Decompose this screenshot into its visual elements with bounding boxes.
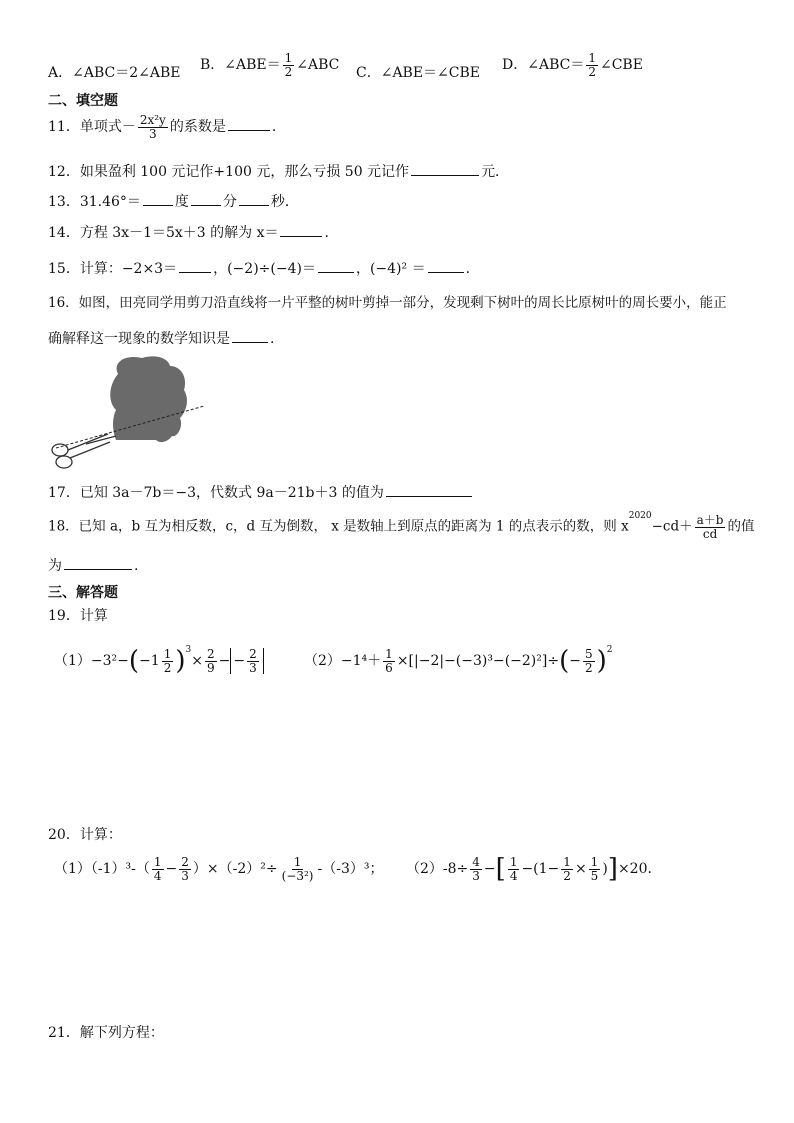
section-answer: 三、解答题 [48, 585, 118, 601]
answer-blank[interactable] [179, 260, 211, 273]
option-b: B．∠ABE＝ $\frac{1}{2}$ ∠ABC [200, 51, 340, 79]
question-14: 14．方程 3x－1＝5x＋3 的解为 x＝ . [48, 225, 329, 241]
question-20-part1: （1）（-1）³-（ $\frac{1}{4}$ − $\frac{2}{3}$ ）×（-2）²÷ $\frac{1}{\text{(−3²)}}$ -（-3）³； [54, 855, 384, 883]
question-18-line2: 为 . [48, 558, 139, 574]
answer-blank[interactable] [232, 330, 268, 343]
question-11: 11．单项式－ $\frac{\text{2x²y}}{3}$ 的系数是 . [48, 113, 277, 141]
question-17: 17．已知 3a－7b＝−3，代数式 9a－21b＋3 的值为 [48, 484, 474, 500]
question-21-title: 21．解下列方程： [48, 1025, 164, 1041]
question-19-part1: （1）−3²−(−1 $\frac{1}{2}$ )$^3$× $\frac{2}{9}$ − − $\frac{2}{3}$ [54, 648, 264, 674]
answer-blank-minute[interactable] [191, 193, 221, 206]
answer-blank[interactable] [228, 118, 270, 131]
option-d: D．∠ABC＝ $\frac{1}{2}$ ∠CBE [502, 51, 643, 79]
leaf-scissors-figure [46, 352, 206, 472]
question-12: 12．如果盈利 100 元记作+100 元，那么亏损 50 元记作 元． [48, 164, 510, 180]
question-13: 13．31.46°＝ 度 分 秒． [48, 194, 299, 210]
option-a: A．∠ABC＝2∠ABE [48, 65, 181, 81]
question-19-title: 19．计算 [48, 608, 108, 624]
question-16-line1: 16．如图，田亮同学用剪刀沿直线将一片平整的树叶剪掉一部分，发现剩下树叶的周长比原树叶的周长要小，能正 [48, 295, 727, 311]
section-fill-blank: 二、填空题 [48, 93, 118, 109]
question-18-line1: 18．已知 a，b 互为相反数，c，d 互为倒数， x 是数轴上到原点的距离为 1 的点表示的数，则 $x^{2020}-cd+$ $\frac{a+b}{cd}$ 的值 [48, 511, 755, 541]
scissors-icon [52, 434, 116, 468]
question-20-part2: （2）-8÷ $\frac{4}{3}$ −[ $\frac{1}{4}$ −(1− $\frac{1}{2}$ × $\frac{1}{5}$ )]×20． [406, 854, 662, 885]
answer-blank[interactable] [280, 224, 322, 237]
answer-blank[interactable] [318, 260, 354, 273]
question-16-line2: 确解释这一现象的数学知识是 . [48, 331, 275, 347]
answer-blank-degree[interactable] [143, 193, 173, 206]
option-c: C．∠ABE＝∠CBE [356, 65, 481, 81]
question-20-title: 20．计算： [48, 827, 122, 843]
answer-blank[interactable] [428, 260, 464, 273]
answer-blank-second[interactable] [239, 193, 269, 206]
leaf-shape [110, 356, 187, 442]
answer-blank[interactable] [64, 557, 132, 570]
question-19-part2: （2）−1⁴＋ $\frac{1}{6}$ ×[|−2|−(−3)³−(−2)²]÷(− $\frac{5}{2}$ )$^2$ [304, 645, 613, 677]
answer-blank[interactable] [411, 163, 479, 176]
question-15: 15．计算：−2×3＝ ，(−2)÷(−4)＝ ，(−4)² ＝ . [48, 261, 471, 277]
answer-blank[interactable] [386, 484, 472, 497]
